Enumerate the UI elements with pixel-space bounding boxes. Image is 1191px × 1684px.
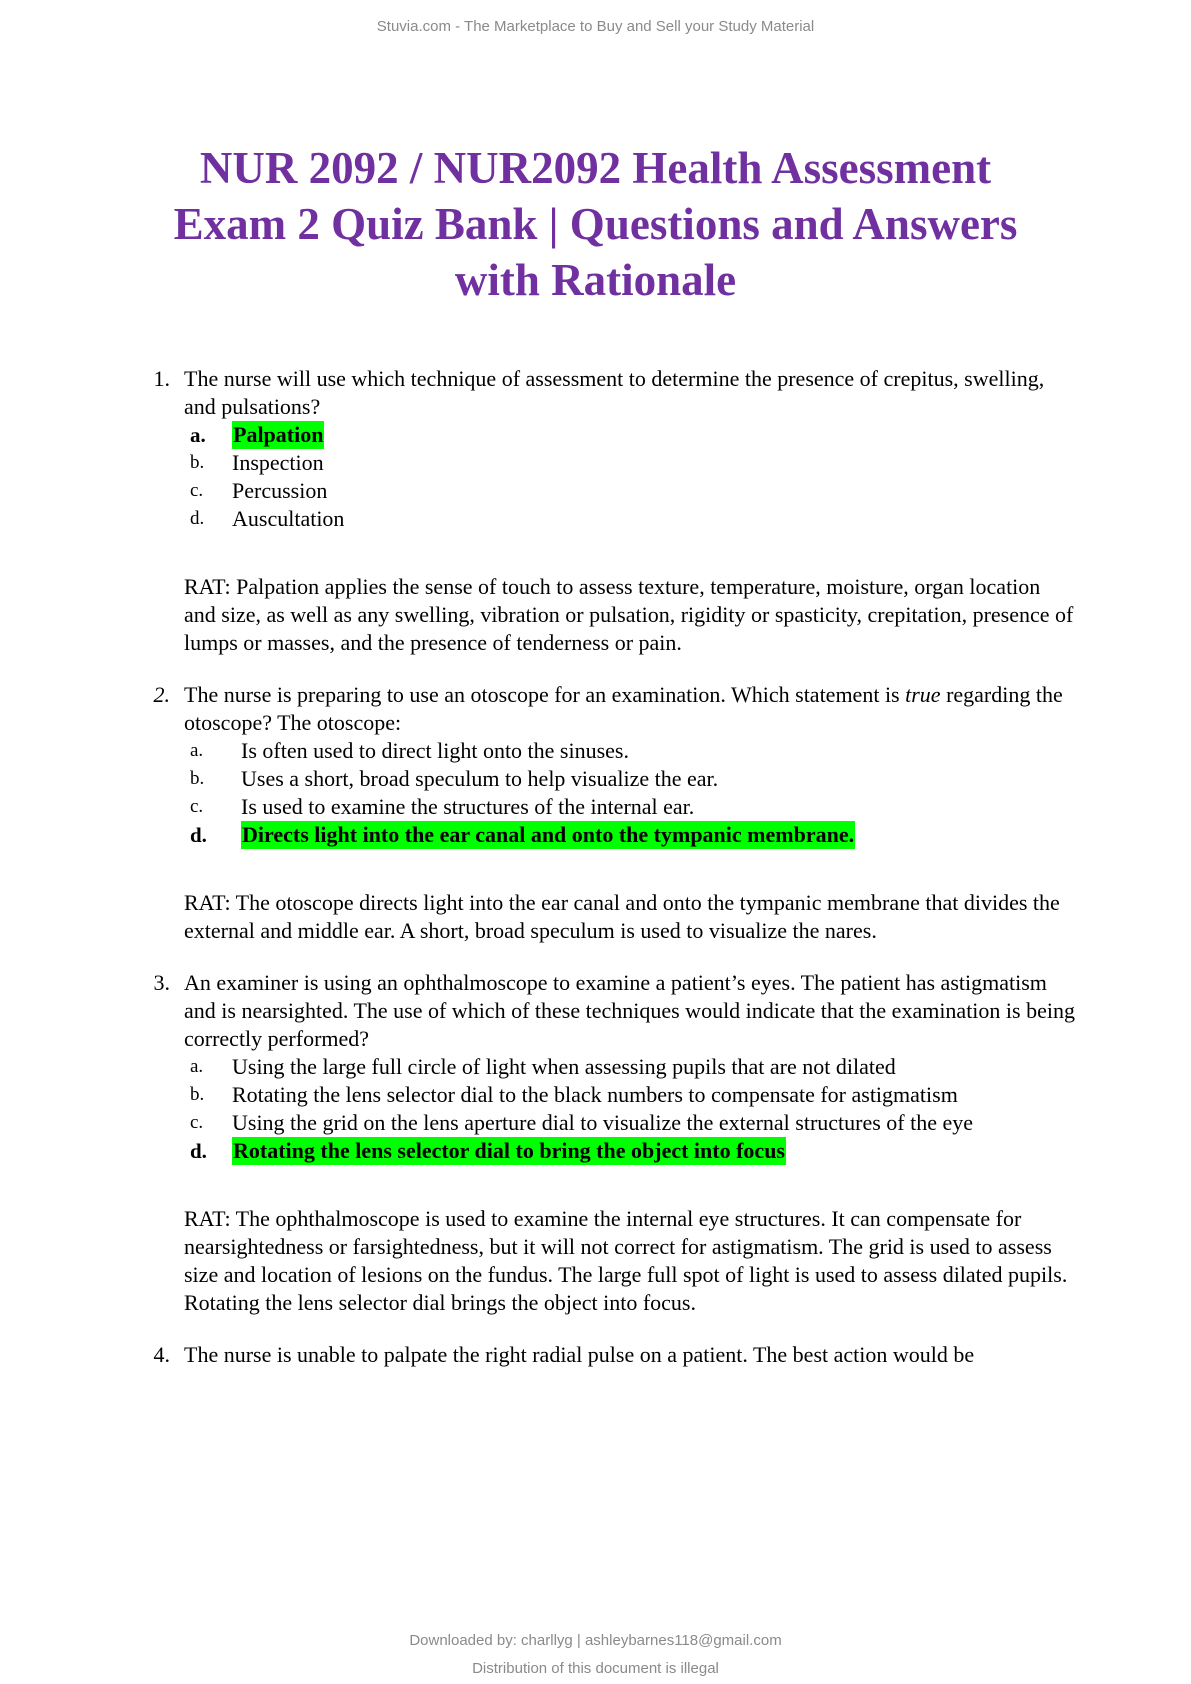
rationale: RAT: Palpation applies the sense of touch to assess texture, temperature, moisture, organ location and size, as well as any swelling, vibration or pulsation, rigidity or spasticity, crepitation, presence of lumps or masses, and the presence of tenderness or pain. (184, 574, 1074, 655)
option-c (190, 1109, 1075, 1137)
option-letter: b. (190, 452, 205, 473)
option-letter: a. (190, 740, 204, 761)
question-number: 1. (153, 366, 170, 391)
option-c (190, 477, 1075, 505)
option-list (190, 1053, 1075, 1165)
option-list (190, 421, 1075, 533)
stem-text: The nurse is preparing to use an otoscope for an examination. Which statement is (184, 682, 906, 707)
option-a (190, 737, 1075, 765)
title-line-2: Exam 2 Quiz Bank | Questions and Answers (173, 199, 1018, 249)
option-letter: a. (190, 1056, 204, 1077)
option-text: Auscultation (232, 506, 345, 531)
option-list (190, 737, 1075, 849)
question-stem: An examiner is using an ophthalmoscope to examine a patient’s eyes. The patient has astigmatism and is nearsighted. The use of which of these techniques would indicate that the examination is being correctly performed? (184, 970, 1075, 1051)
footer-downloaded-by: Downloaded by: charllyg | ashleybarnes118@gmail.com (409, 1632, 782, 1649)
question-1 (140, 365, 1075, 657)
question-number: 2. (153, 682, 170, 707)
option-letter: d. (190, 508, 205, 529)
header-banner: Stuvia.com - The Marketplace to Buy and Sell your Study Material (376, 18, 815, 35)
option-text: Rotating the lens selector dial to the black numbers to compensate for astigmatism (232, 1082, 958, 1107)
option-letter: c. (190, 796, 204, 817)
rationale: RAT: The otoscope directs light into the ear canal and onto the tympanic membrane that divides the external and middle ear. A short, broad speculum is used to visualize the nares. (184, 890, 1060, 943)
option-text-highlighted: Rotating the lens selector dial to bring the object into focus (233, 1138, 785, 1163)
option-letter: c. (190, 1112, 204, 1133)
option-d-correct (190, 1137, 1075, 1165)
question-stem: The nurse is unable to palpate the right radial pulse on a patient. The best action would be (184, 1342, 975, 1367)
option-a-correct (190, 421, 1075, 449)
option-text: Is used to examine the structures of the internal ear. (241, 794, 695, 819)
option-text: Using the large full circle of light when assessing pupils that are not dilated (232, 1054, 896, 1079)
title-line-1: NUR 2092 / NUR2092 Health Assessment (199, 143, 992, 193)
question-number: 4. (153, 1342, 170, 1367)
option-letter: c. (190, 480, 204, 501)
option-a (190, 1053, 1075, 1081)
option-c (190, 793, 1075, 821)
question-list (140, 365, 1075, 1393)
option-text: Is often used to direct light onto the sinuses. (241, 738, 629, 763)
option-letter: d. (190, 823, 207, 847)
option-d-correct (190, 821, 1075, 849)
option-text: Percussion (232, 478, 328, 503)
option-letter: b. (190, 768, 205, 789)
rationale: RAT: The ophthalmoscope is used to examine the internal eye structures. It can compensate for nearsightedness or farsightedness, but it will not correct for astigmatism. The grid is used to assess size and location of lesions on the fundus. The large full spot of light is used to assess dilated pupils. Rotating the lens selector dial brings the object into focus. (184, 1206, 1068, 1315)
question-3 (140, 969, 1075, 1317)
document-title (95, 140, 1096, 308)
option-text-highlighted: Palpation (233, 422, 324, 447)
stem-emphasis: true (905, 682, 941, 707)
question-4 (140, 1341, 1075, 1369)
option-b (190, 765, 1075, 793)
question-stem (184, 681, 1075, 737)
option-letter: a. (190, 423, 206, 447)
title-line-3: with Rationale (454, 255, 737, 305)
option-text: Uses a short, broad speculum to help visualize the ear. (241, 766, 719, 791)
option-text: Inspection (232, 450, 324, 475)
option-b (190, 449, 1075, 477)
option-d (190, 505, 1075, 533)
question-stem: The nurse will use which technique of assessment to determine the presence of crepitus, swelling, and pulsations? (184, 366, 1045, 419)
option-text: Using the grid on the lens aperture dial to visualize the external structures of the eye (232, 1110, 974, 1135)
option-text-highlighted: Directs light into the ear canal and onto the tympanic membrane. (242, 822, 855, 847)
option-b (190, 1081, 1075, 1109)
stem-text: regarding the otoscope? The otoscope: (184, 682, 1063, 735)
option-letter: d. (190, 1139, 207, 1163)
question-number: 3. (153, 970, 170, 995)
option-letter: b. (190, 1084, 205, 1105)
footer-distribution-notice: Distribution of this document is illegal (472, 1660, 719, 1677)
question-2 (140, 681, 1075, 945)
